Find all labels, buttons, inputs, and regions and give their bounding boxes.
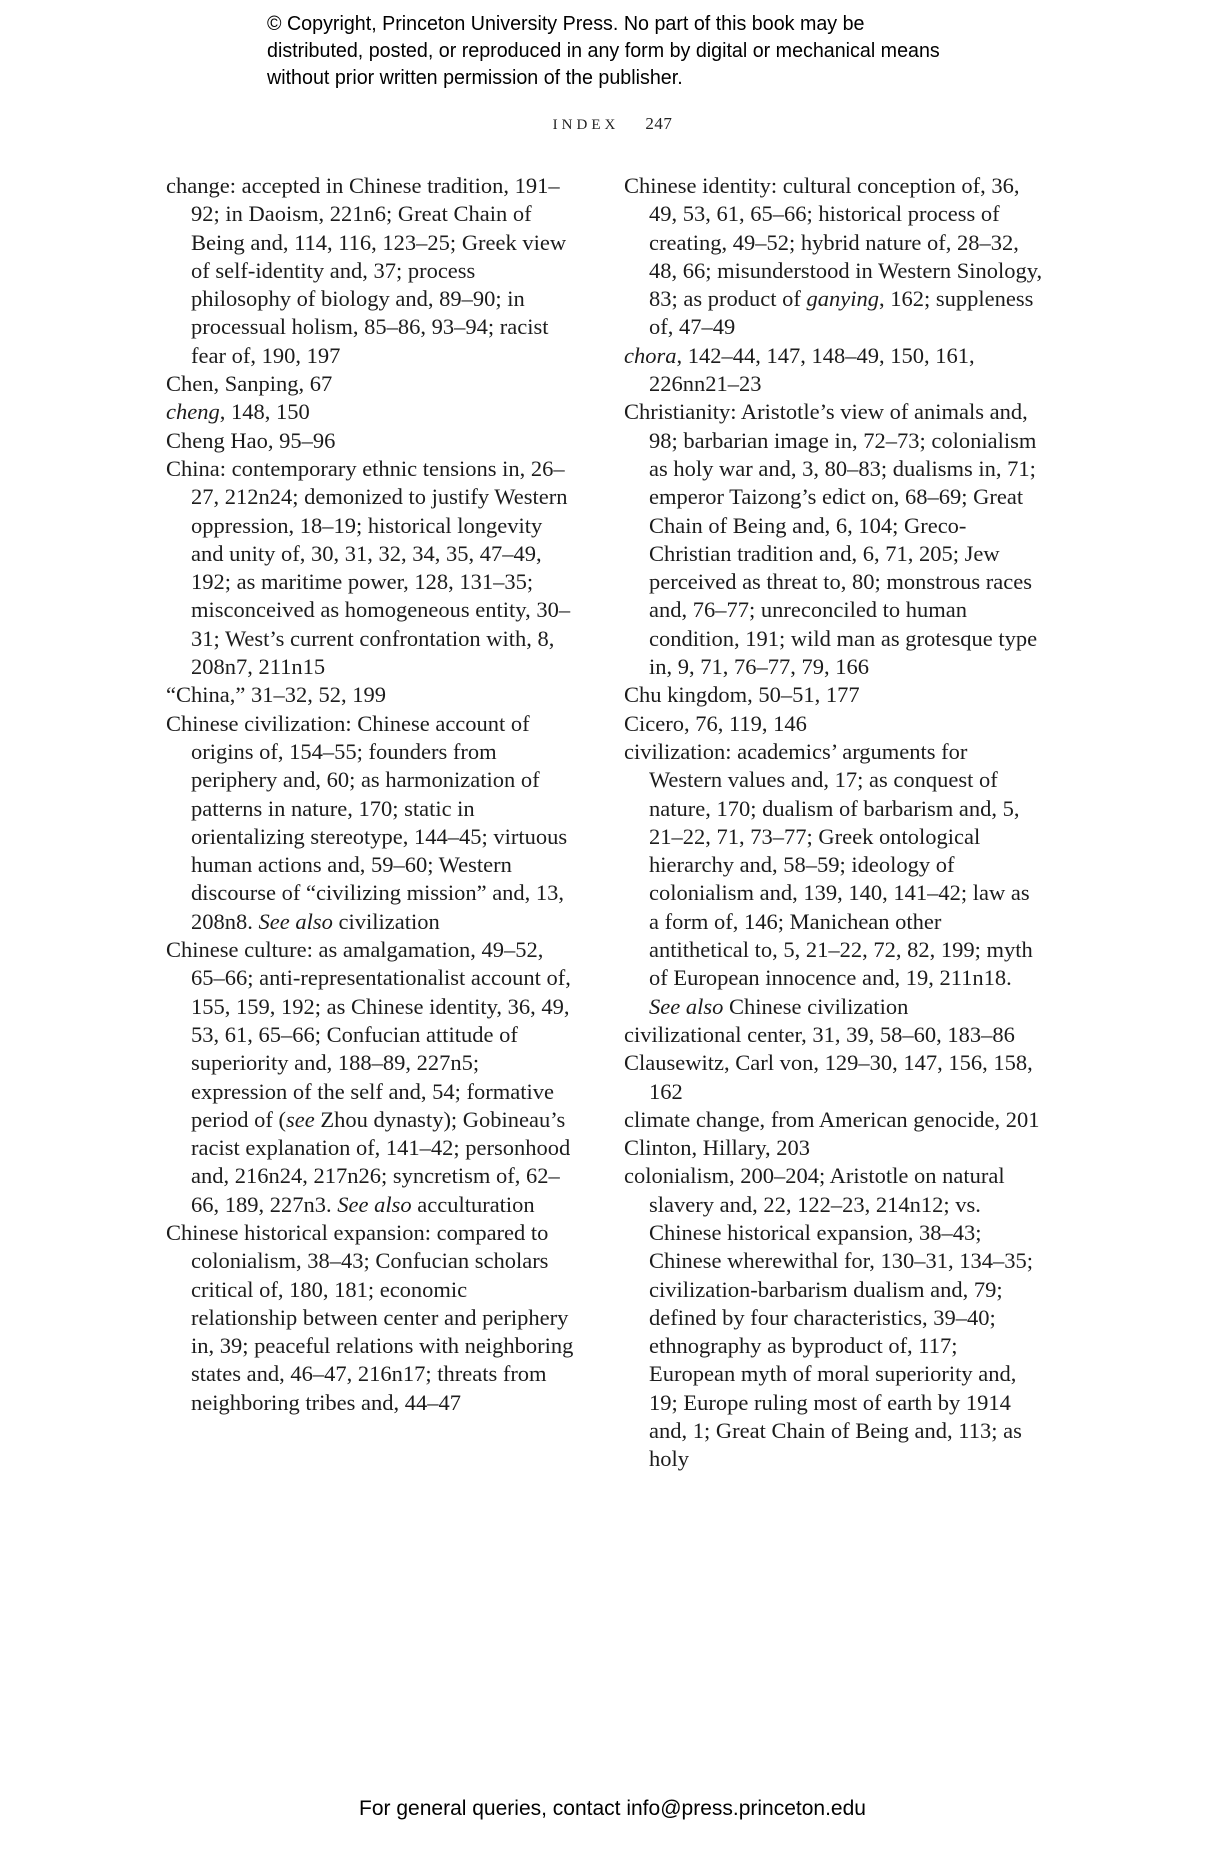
index-entry-heading: Cheng Hao, [166, 427, 274, 453]
index-entry-heading: Chu kingdom, [624, 682, 753, 708]
index-entry-heading: chora [624, 342, 677, 368]
index-column-right [624, 172, 1044, 1474]
index-entry-locators: , 148, 150 [219, 399, 310, 425]
see-also-label: See also [337, 1191, 412, 1217]
index-entry-heading: Clinton, Hillary, [624, 1135, 771, 1161]
index-entry-locators: Chinese account of origins of, 154–55; founders from periphery and, 60; as harmonization of patterns in nature, 170; static in orientalizing stereotype, 144–45; virtuous human actions and, 59–60; Western discourse of “civilizing mission” and, 13, 208n8. [191, 710, 568, 934]
index-entry-locators: 50–51, 177 [752, 682, 860, 708]
index-entry-locators: as amalgamation, 49–52, 65–66; anti-representationalist account of, 155, 159, 192; as Chinese identity, 36, 49, 53, 61, 65–66; Confucian attitude of superiority and, 188–89, 227n5; expression of the self and, 54; formative period of ( [191, 937, 571, 1132]
index-entry-heading: Chinese identity: [624, 173, 778, 198]
index-entry-heading: climate change, [624, 1106, 766, 1132]
see-reference-label: see [285, 1106, 315, 1132]
index-entry [166, 710, 578, 936]
index-entry-heading: Christianity: [624, 399, 737, 425]
index-entry-heading: Chen, Sanping, [166, 371, 305, 397]
index-entry-locators: 200–204; Aristotle on natural slavery and, 22, 122–23, 214n12; vs. Chinese historical expansion, 38–43; Chinese wherewithal for, 130–31, 134–35; civilization-barbarism dualism and, 79; defined by four characteristics, 39–40; ethnography as byproduct of, 117; European myth of moral superiority and, 19; Europe ruling most of earth by 1914 and, 1; Great Chain of Being and, 113; as holy [649, 1163, 1034, 1472]
index-entry-heading: colonialism, [624, 1163, 735, 1189]
index-entry [166, 936, 578, 1219]
index-entry-locators: , 162; suppleness of, 47–49 [649, 286, 1034, 340]
index-entry-heading: Chinese civilization: [166, 710, 352, 736]
index-entry-locators: 76, 119, 146 [689, 710, 807, 736]
index-entry [166, 455, 578, 681]
index-entry-locators: academics’ arguments for Western values and, 17; as conquest of nature, 170; dualism of barbarism and, 5, 21–22, 71, 73–77; Greek ontological hierarchy and, 58–59; ideology of colonialism and, 139, 140, 141–42; law as a form of, 146; Manichean other antithetical to, 5, 21–22, 72, 82, 199; myth of European innocence and, 19, 211n18. [649, 738, 1033, 991]
index-entry [624, 1021, 1044, 1049]
index-entry-heading: change: [166, 173, 236, 198]
index-entry-locators: 95–96 [273, 427, 336, 453]
index-entry-locators: 31–32, 52, 199 [245, 682, 386, 708]
copyright-notice: © Copyright, Princeton University Press. No part of this book may be distributed, posted, or reproduced in any form by digital or mechanical means without prior written permission of the publisher. [267, 12, 940, 89]
index-entry-heading: Clausewitz, Carl von, [624, 1050, 819, 1076]
index-entry [624, 1162, 1044, 1473]
index-entry-heading: cheng [166, 399, 220, 425]
contact-footer: For general queries, contact info@press.princeton.edu [359, 1797, 866, 1820]
see-also-target: Chinese civilization [728, 993, 909, 1019]
index-entry-locators: cultural conception of, 36, 49, 53, 61, 65–66; historical process of creating, 49–52; hybrid nature of, 28–32, 48, 66; misunderstood in Western Sinology, 83; as product of [649, 173, 1043, 312]
index-entry-locators: , 142–44, 147, 148–49, 150, 161, 226nn21–23 [649, 342, 975, 397]
page-number: 247 [645, 114, 673, 133]
index-entry [624, 738, 1044, 1021]
index-entry-locators: 203 [770, 1135, 811, 1161]
index-entry-heading: Chinese culture: [166, 937, 313, 963]
index-entry [166, 370, 578, 398]
index-entry-heading: “China,” [166, 682, 246, 708]
index-entry [166, 681, 578, 709]
index-entry [624, 710, 1044, 738]
index-entry-locators: 31, 39, 58–60, 183–86 [806, 1021, 1015, 1047]
index-entry [624, 398, 1044, 681]
index-entry [624, 342, 1044, 399]
see-also-target: civilization [338, 908, 440, 934]
index-entry [166, 1219, 578, 1417]
index-entry-locators: contemporary ethnic tensions in, 26–27, 212n24; demonized to justify Western oppression, 18–19; historical longevity and unity of, 30, 31, 32, 34, 35, 47–49, 192; as maritime power, 128, 131–35; misconceived as homogeneous entity, 30–31; West’s current confrontation with, 8, 208n7, 211n15 [191, 455, 571, 680]
index-entry [624, 1106, 1044, 1134]
index-entry [166, 172, 578, 370]
see-also-label: See also [649, 993, 724, 1019]
index-entry-heading: civilizational center, [624, 1021, 807, 1047]
index-entry-locators: Zhou dynasty); Gobineau’s racist explanation of, 141–42; personhood and, 216n24, 217n26; syncretism of, 62–66, 189, 227n3. [191, 1106, 571, 1217]
index-entry-heading: Cicero, [624, 710, 690, 736]
index-entry-locators: 67 [304, 371, 333, 397]
index-entry-locators: accepted in Chinese tradition, 191–92; in Daoism, 221n6; Great Chain of Being and, 114, 116, 123–25; Greek view of self-identity and, 37; process philosophy of biology and, 89–90; in processual holism, 85–86, 93–94; racist fear of, 190, 197 [191, 173, 567, 368]
index-entry [166, 427, 578, 455]
index-entry-heading: Chinese historical expansion: [166, 1219, 431, 1245]
index-entry-locators: from American genocide, 201 [765, 1106, 1040, 1132]
index-entry [624, 172, 1044, 342]
index-column-left [166, 172, 578, 1417]
index-entry-locators: 129–30, 147, 156, 158, 162 [649, 1050, 1033, 1104]
running-head [0, 114, 1225, 134]
index-entry-locators: Aristotle’s view of animals and, 98; barbarian image in, 72–73; colonialism as holy war and, 3, 80–83; dualisms in, 71; emperor Taizong’s edict on, 68–69; Great Chain of Being and, 6, 104; Greco-Christian tradition and, 6, 71, 205; Jew perceived as threat to, 80; monstrous races and, 76–77; unreconciled to human condition, 191; wild man as grotesque type in, 9, 71, 76–77, 79, 166 [649, 399, 1038, 680]
index-entry-heading: China: [166, 455, 226, 481]
index-entry [624, 1049, 1044, 1106]
index-entry [624, 681, 1044, 709]
italic-term: ganying [806, 286, 879, 312]
index-entry-heading: civilization: [624, 738, 732, 764]
index-entry [624, 1134, 1044, 1162]
running-title: INDEX [552, 117, 620, 133]
index-entry [166, 398, 578, 426]
see-also-target: acculturation [417, 1191, 535, 1217]
see-also-label: See also [258, 908, 333, 934]
index-entry-locators: compared to colonialism, 38–43; Confucian scholars critical of, 180, 181; economic relationship between center and periphery in, 39; peaceful relations with neighboring states and, 46–47, 216n17; threats from neighboring tribes and, 44–47 [191, 1219, 574, 1415]
